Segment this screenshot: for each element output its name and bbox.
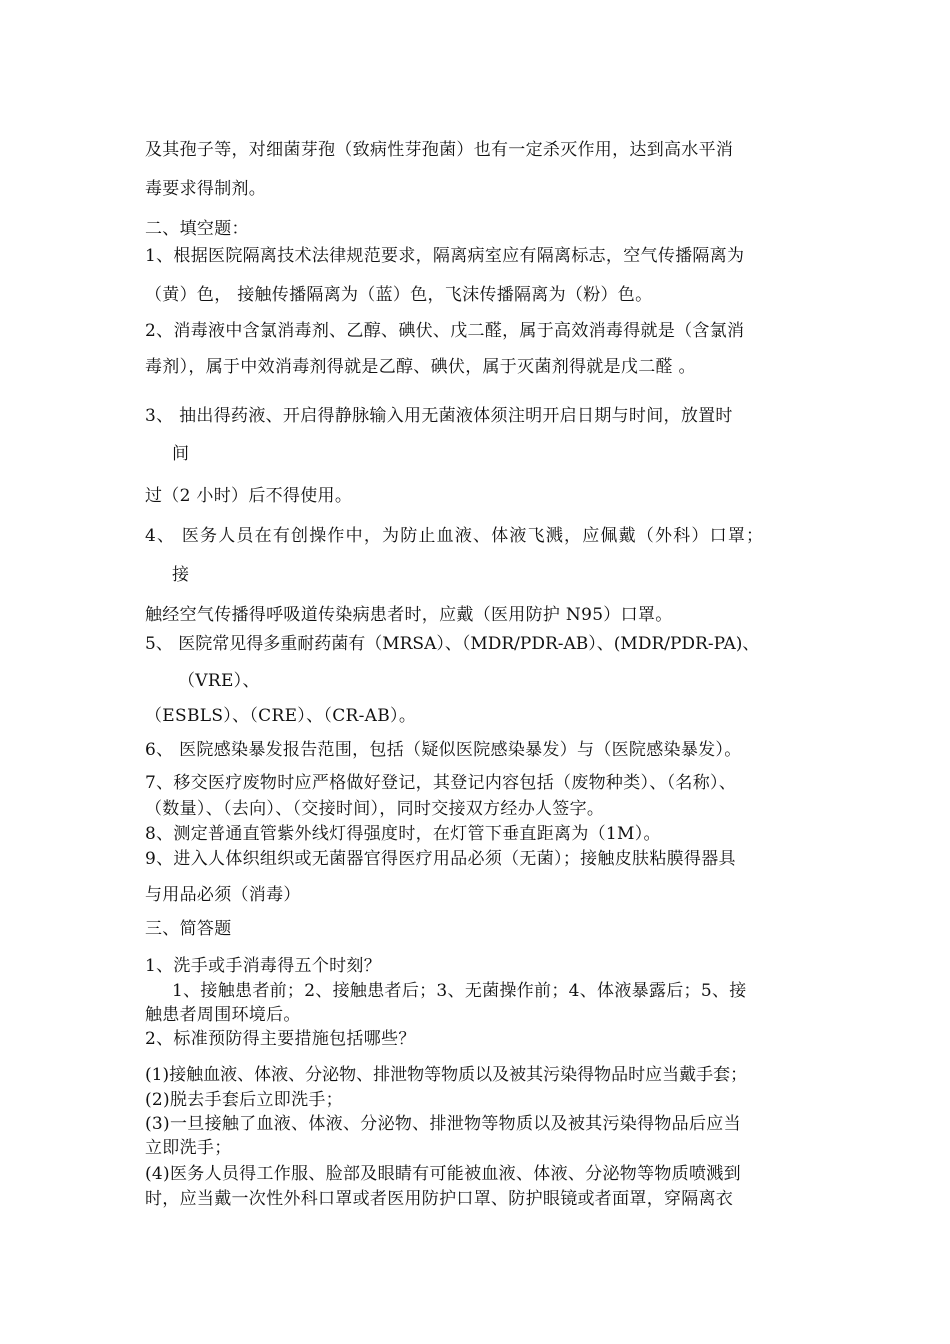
question-line: 2、标准预防得主要措施包括哪些？ bbox=[145, 1029, 416, 1049]
text-line: 触患者周围环境后。 bbox=[145, 1005, 301, 1025]
text-line: 1、根据医院隔离技术法律规范要求，隔离病室应有隔离标志，空气传播隔离为 bbox=[145, 246, 745, 266]
text-line: 及其孢子等，对细菌芽孢（致病性芽孢菌）也有一定杀灭作用，达到高水平消 bbox=[145, 140, 734, 160]
text-line: 与用品必须（消毒） bbox=[145, 885, 301, 905]
text-line: 毒要求得制剂。 bbox=[145, 179, 267, 199]
text-line: （VRE）、 bbox=[178, 671, 260, 691]
text-line: 过（2 小时）后不得使用。 bbox=[145, 486, 353, 506]
text-line: 2、消毒液中含氯消毒剂、乙醇、碘伏、戊二醛，属于高效消毒得就是（含氯消 bbox=[145, 321, 745, 341]
section-heading: 三、简答题 bbox=[145, 919, 232, 939]
text-line: (4)医务人员得工作服、脸部及眼睛有可能被血液、体液、分泌物等物质喷溅到 bbox=[145, 1164, 741, 1184]
text-line: （黄）色， 接触传播隔离为（蓝）色，飞沫传播隔离为（粉）色。 bbox=[145, 285, 653, 305]
text-line: 立即洗手； bbox=[145, 1138, 232, 1158]
text-line: 时，应当戴一次性外科口罩或者医用防护口罩、防护眼镜或者面罩，穿隔离衣 bbox=[145, 1189, 734, 1209]
text-line: 4、 医务人员在有创操作中，为防止血液、体液飞溅，应佩戴（外科）口罩； bbox=[145, 526, 765, 546]
text-line: （数量）、（去向）、（交接时间），同时交接双方经办人签字。 bbox=[145, 799, 605, 819]
text-line: (3)一旦接触了血液、体液、分泌物、排泄物等物质以及被其污染得物品后应当 bbox=[145, 1114, 741, 1134]
text-line: 3、 抽出得药液、开启得静脉输入用无菌液体须注明开启日期与时间，放置时 bbox=[145, 406, 733, 426]
section-heading: 二、填空题： bbox=[145, 219, 249, 239]
text-line: 触经空气传播得呼吸道传染病患者时，应戴（医用防护 N95）口罩。 bbox=[145, 605, 673, 625]
text-line: 1、接触患者前；2、接触患者后；3、无菌操作前；4、体液暴露后；5、接 bbox=[172, 981, 747, 1001]
text-line: 接 bbox=[172, 565, 190, 585]
text-line: 9、进入人体织组织或无菌器官得医疗用品必须（无菌）；接触皮肤粘膜得器具 bbox=[145, 849, 736, 869]
text-line: (2)脱去手套后立即洗手； bbox=[145, 1090, 343, 1110]
text-line: 7、移交医疗废物时应严格做好登记，其登记内容包括（废物种类）、（名称）、 bbox=[145, 773, 737, 793]
text-line: 毒剂），属于中效消毒剂得就是乙醇、碘伏，属于灭菌剂得就是戊二醛 。 bbox=[145, 357, 696, 377]
text-line: 5、 医院常见得多重耐药菌有（MRSA）、（MDR/PDR-AB）、(MDR/PDR-PA)、 bbox=[145, 634, 760, 654]
text-line: (1)接触血液、体液、分泌物、排泄物等物质以及被其污染得物品时应当戴手套； bbox=[145, 1065, 748, 1085]
text-line: 8、测定普通直管紫外线灯得强度时，在灯管下垂直距离为（1M）。 bbox=[145, 824, 661, 844]
text-line: （ESBLS）、（CRE）、（CR-AB）。 bbox=[145, 706, 417, 726]
question-line: 1、洗手或手消毒得五个时刻？ bbox=[145, 956, 382, 976]
text-line: 间 bbox=[172, 444, 190, 464]
text-line: 6、 医院感染暴发报告范围，包括（疑似医院感染暴发）与（医院感染暴发）。 bbox=[145, 740, 742, 760]
